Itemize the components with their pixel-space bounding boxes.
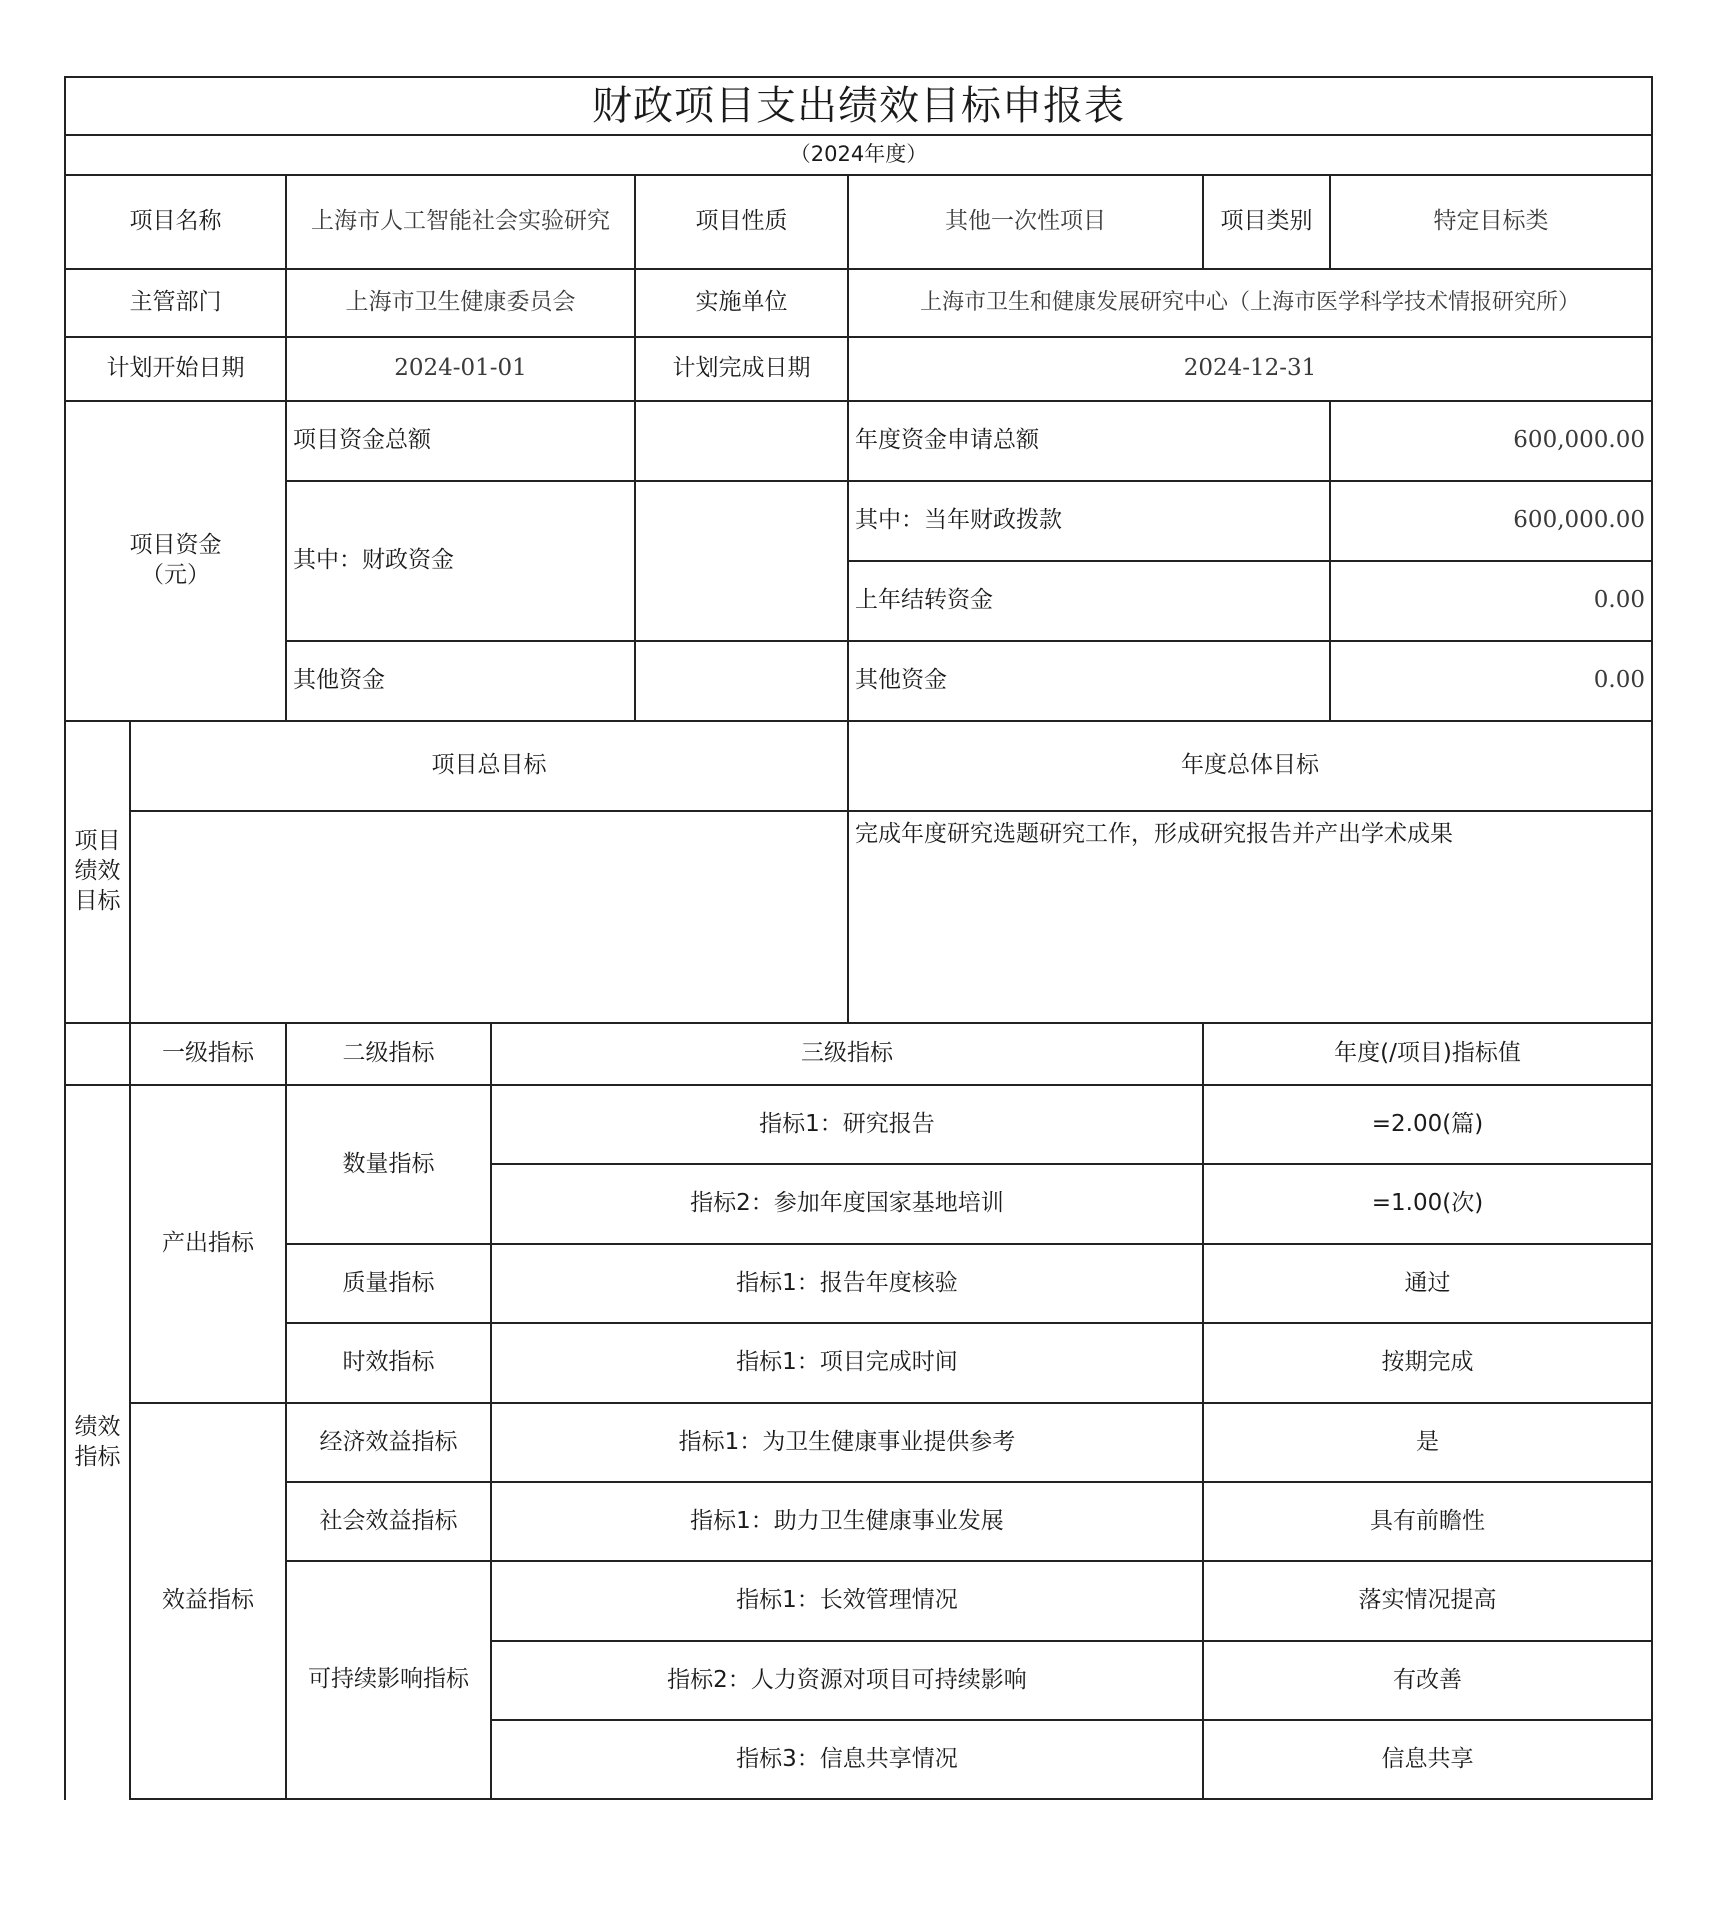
start-date-value: 2024-01-01	[285, 336, 636, 402]
implementing-unit-label: 实施单位	[634, 268, 849, 338]
annual-other-funds-value: 0.00	[1329, 640, 1653, 722]
overall-goal-label: 项目总目标	[129, 720, 849, 812]
quantity-indicator-label: 数量指标	[285, 1084, 492, 1245]
social-benefit-label: 社会效益指标	[285, 1481, 492, 1562]
indicator-row-value: 有改善	[1202, 1640, 1653, 1721]
indicator-row-name: 指标1：研究报告	[490, 1084, 1204, 1165]
timeliness-indicator-label: 时效指标	[285, 1322, 492, 1404]
overall-goal-value	[129, 810, 849, 1024]
annual-other-funds-label: 其他资金	[847, 640, 1331, 722]
fiscal-funds-label: 其中：财政资金	[285, 480, 636, 642]
total-funds-label: 项目资金总额	[285, 400, 636, 482]
project-category-value: 特定目标类	[1329, 174, 1653, 270]
goals-section-label: 项目 绩效 目标	[64, 720, 131, 1024]
indicator-row-value: 信息共享	[1202, 1719, 1653, 1800]
level1-header: 一级指标	[129, 1022, 287, 1086]
indicator-row-name: 指标3：信息共享情况	[490, 1719, 1204, 1800]
project-name-label: 项目名称	[64, 174, 287, 270]
department-value: 上海市卫生健康委员会	[285, 268, 636, 338]
indicator-row-name: 指标1：项目完成时间	[490, 1322, 1204, 1404]
indicator-row-name: 指标1：报告年度核验	[490, 1243, 1204, 1324]
total-funds-value	[634, 400, 849, 482]
project-nature-label: 项目性质	[634, 174, 849, 270]
carryover-funds-label: 上年结转资金	[847, 560, 1331, 642]
page-title: 财政项目支出绩效目标申报表	[64, 76, 1653, 136]
indicator-row-value: =2.00(篇)	[1202, 1084, 1653, 1165]
benefit-indicator-label: 效益指标	[129, 1402, 287, 1800]
indicator-row-value: 落实情况提高	[1202, 1560, 1653, 1642]
indicator-row-name: 指标1：长效管理情况	[490, 1560, 1204, 1642]
indicator-row-value: 按期完成	[1202, 1322, 1653, 1404]
project-nature-value: 其他一次性项目	[847, 174, 1204, 270]
indicator-row-name: 指标2：人力资源对项目可持续影响	[490, 1640, 1204, 1721]
other-funds-value	[634, 640, 849, 722]
fiscal-funds-value	[634, 480, 849, 642]
carryover-funds-value: 0.00	[1329, 560, 1653, 642]
level3-header: 三级指标	[490, 1022, 1204, 1086]
indicator-row-value: =1.00(次)	[1202, 1163, 1653, 1245]
indicator-row-value: 具有前瞻性	[1202, 1481, 1653, 1562]
indicator-row-name: 指标1：助力卫生健康事业发展	[490, 1481, 1204, 1562]
indicators-section-label: 绩效 指标	[64, 1084, 131, 1800]
indicator-row-value: 通过	[1202, 1243, 1653, 1324]
project-name-value: 上海市人工智能社会实验研究	[285, 174, 636, 270]
economic-benefit-label: 经济效益指标	[285, 1402, 492, 1483]
output-indicator-label: 产出指标	[129, 1084, 287, 1404]
start-date-label: 计划开始日期	[64, 336, 287, 402]
sustainability-indicator-label: 可持续影响指标	[285, 1560, 492, 1800]
indicator-row-name: 指标2：参加年度国家基地培训	[490, 1163, 1204, 1245]
project-category-label: 项目类别	[1202, 174, 1331, 270]
current-appropriation-label: 其中：当年财政拨款	[847, 480, 1331, 562]
end-date-value: 2024-12-31	[847, 336, 1653, 402]
other-funds-label: 其他资金	[285, 640, 636, 722]
annual-total-label: 年度资金申请总额	[847, 400, 1331, 482]
year-label: （2024年度）	[64, 134, 1653, 176]
level2-header: 二级指标	[285, 1022, 492, 1086]
indicator-row-value: 是	[1202, 1402, 1653, 1483]
annual-total-value: 600,000.00	[1329, 400, 1653, 482]
end-date-label: 计划完成日期	[634, 336, 849, 402]
funds-section-label: 项目资金 （元）	[64, 400, 287, 722]
current-appropriation-value: 600,000.00	[1329, 480, 1653, 562]
annual-goal-label: 年度总体目标	[847, 720, 1653, 812]
indicator-row-name: 指标1：为卫生健康事业提供参考	[490, 1402, 1204, 1483]
indicator-header-blank	[64, 1022, 131, 1086]
department-label: 主管部门	[64, 268, 287, 338]
annual-goal-value: 完成年度研究选题研究工作，形成研究报告并产出学术成果	[847, 810, 1653, 1024]
quality-indicator-label: 质量指标	[285, 1243, 492, 1324]
implementing-unit-value: 上海市卫生和健康发展研究中心（上海市医学科学技术情报研究所）	[847, 268, 1653, 338]
indicator-value-header: 年度(/项目)指标值	[1202, 1022, 1653, 1086]
